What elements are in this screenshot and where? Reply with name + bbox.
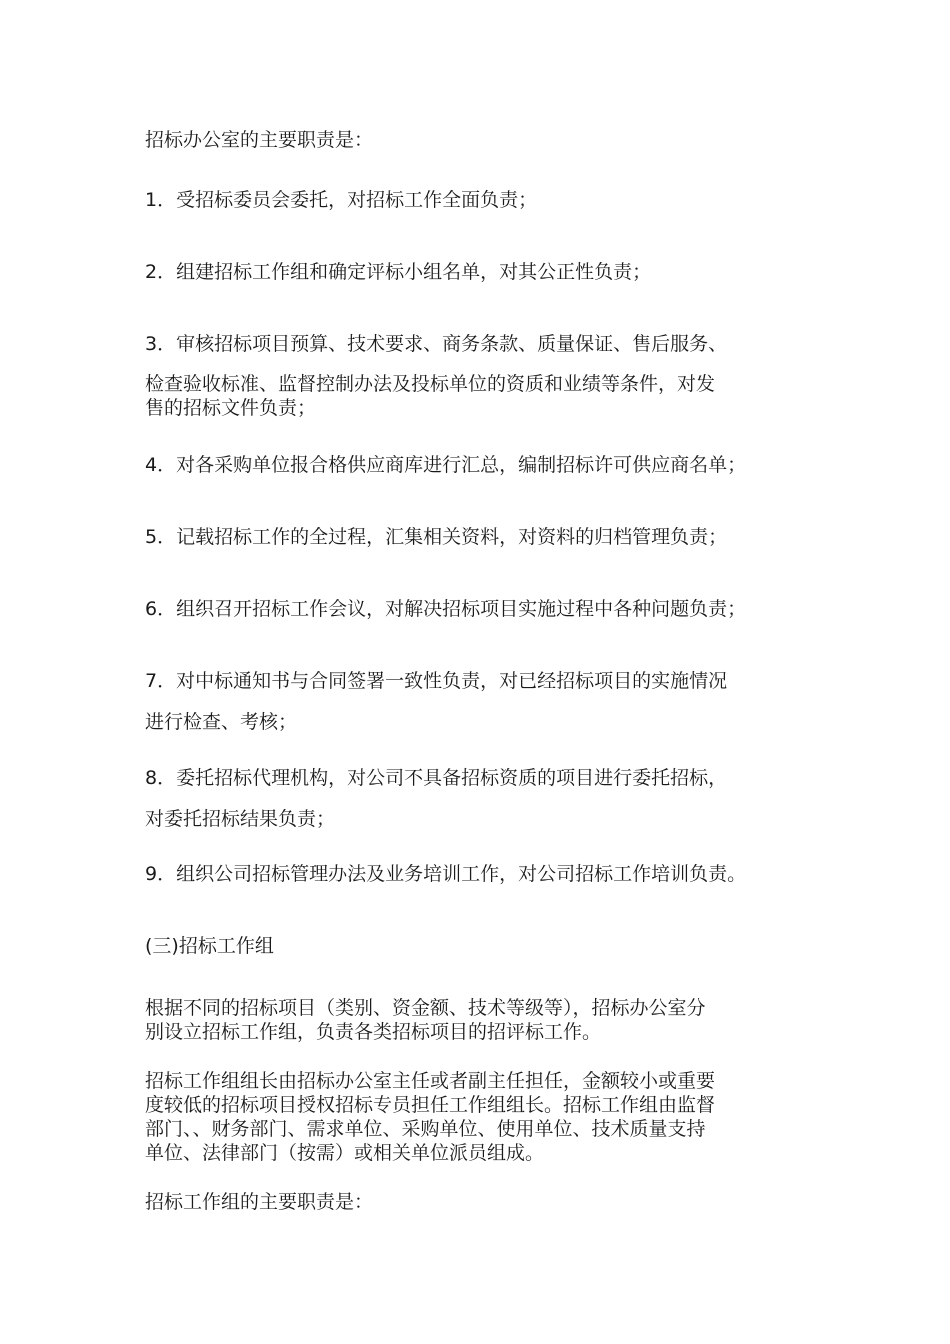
duty-item-2: 2．组建招标工作组和确定评标小组名单，对其公正性负责； — [145, 261, 652, 283]
body-paragraph-3: 招标工作组的主要职责是： — [145, 1191, 374, 1213]
duty-item-7: 7．对中标通知书与合同签署一致性负责，对已经招标项目的实施情况 进行检查、考核； — [145, 670, 728, 733]
duty-item-3: 3．审核招标项目预算、技术要求、商务条款、质量保证、售后服务、 检查验收标准、监督控制办法及投标单位的资质和业绩等条件，对发 售的招标文件负责； — [145, 333, 728, 419]
duty-item-1: 1．受招标委员会委托，对招标工作全面负责； — [145, 189, 538, 211]
body-paragraph-1: 根据不同的招标项目（类别、资金额、技术等级等），招标办公室分 别设立招标工作组，负责各类招标项目的招评标工作。 — [145, 997, 706, 1043]
intro-text: 招标办公室的主要职责是： — [145, 129, 374, 151]
duty-item-5: 5．记载招标工作的全过程，汇集相关资料，对资料的归档管理负责； — [145, 526, 728, 548]
section-heading: (三)招标工作组 — [145, 935, 274, 957]
duty-item-6: 6．组织召开招标工作会议，对解决招标项目实施过程中各种问题负责； — [145, 598, 747, 620]
duty-item-9: 9．组织公司招标管理办法及业务培训工作，对公司招标工作培训负责。 — [145, 863, 747, 885]
duty-item-4: 4．对各采购单位报合格供应商库进行汇总，编制招标许可供应商名单； — [145, 454, 747, 476]
body-paragraph-2: 招标工作组组长由招标办公室主任或者副主任担任，金额较小或重要 度较低的招标项目授权招标专员担任工作组组长。招标工作组由监督 部门、、财务部门、需求单位、采购单位、使用单位、技术质量支持 单位、法律部门（按需）或相关单位派员组成。 — [145, 1070, 716, 1164]
duty-item-8: 8．委托招标代理机构，对公司不具备招标资质的项目进行委托招标， 对委托招标结果负责； — [145, 767, 728, 830]
